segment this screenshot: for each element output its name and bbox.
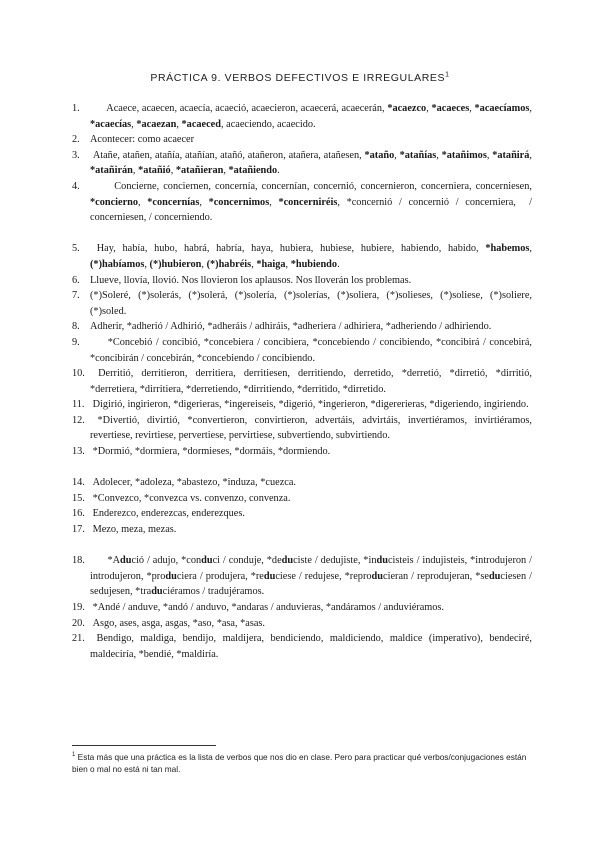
verb-forms: , <box>426 103 432 114</box>
item-number: 7. <box>72 290 80 302</box>
incorrect-form: *concerniréis <box>278 196 338 208</box>
list-item <box>72 397 532 413</box>
incorrect-form: *acaezco <box>387 103 427 114</box>
list-item <box>72 101 535 132</box>
incorrect-form: *acaezan <box>136 118 177 130</box>
verb-forms: , <box>223 165 229 177</box>
verb-forms: , <box>394 149 400 161</box>
list-item <box>72 335 535 366</box>
verb-forms: *Andé / anduve, *andó / anduvo, *andaras / anduvieras, *andáramos / anduviéramos. <box>90 602 444 613</box>
list-item <box>72 148 535 179</box>
verb-forms: *A <box>90 555 121 567</box>
list-item <box>72 491 532 507</box>
verb-forms: . <box>337 258 340 270</box>
list-item <box>72 179 535 226</box>
item-text <box>90 616 532 632</box>
item-number: 5. <box>72 243 80 255</box>
item-text <box>90 491 532 507</box>
verb-forms: Enderezco, enderezcas, enderezques. <box>90 508 245 520</box>
incorrect-form: *atañiendo <box>228 165 278 177</box>
item-number: 15. <box>72 492 85 504</box>
incorrect-form: du <box>201 555 213 567</box>
item-number: 20. <box>72 617 85 629</box>
list-item <box>72 288 535 319</box>
verb-forms: . <box>277 165 280 177</box>
item-text <box>90 319 532 335</box>
verb-forms: *Convezco, *convezca vs. convenzo, convenza. <box>90 492 291 504</box>
incorrect-form: du <box>263 570 276 582</box>
section-gap <box>72 226 532 242</box>
incorrect-form: *haiga <box>256 258 286 270</box>
verb-forms: ciesen / sedujesen, *tra <box>90 570 535 598</box>
verb-forms: , <box>138 196 148 208</box>
list-item <box>72 366 535 397</box>
verb-forms: cisteis / indujisteis, *introdujeron / introdujeron, *pro <box>90 555 535 582</box>
verb-forms: Mezo, meza, mezas. <box>90 524 177 536</box>
incorrect-form: du <box>151 586 163 598</box>
incorrect-form: (*)hubieron <box>149 258 202 270</box>
verb-forms: ci / conduje, *de <box>212 555 282 567</box>
incorrect-form: du <box>165 570 177 582</box>
incorrect-form: *acaecíamos <box>474 103 530 114</box>
section-gap <box>72 460 532 476</box>
verb-forms: ciéramos / tradujéramos. <box>162 586 265 598</box>
incorrect-form: *hubiendo <box>290 258 338 270</box>
verb-forms: Atañe, atañen, atañía, atañían, atañó, atañeron, atañera, atañesen, <box>90 149 365 161</box>
incorrect-form: *acaeces <box>431 103 470 114</box>
item-text <box>90 397 532 413</box>
incorrect-form: *atañieran <box>175 165 224 177</box>
incorrect-form: *habemos <box>485 243 530 255</box>
list-item <box>72 413 535 444</box>
incorrect-form: du <box>281 555 294 567</box>
verb-forms: ciste / dedujiste, *in <box>293 555 377 567</box>
verb-forms: Acaece, acaecen, acaecía, acaeció, acaecieron, acaecerá, acaecerán, <box>90 103 388 114</box>
item-number: 13. <box>72 446 85 458</box>
item-number: 10. <box>72 368 85 380</box>
list-item <box>72 616 532 632</box>
verb-forms: , <box>285 258 291 270</box>
item-text <box>90 273 532 289</box>
verb-forms: Concierne, conciernen, concernía, concernían, concernió, concernieron, concerniera, concerniesen, <box>90 180 535 192</box>
incorrect-form: *concernimos <box>208 196 270 208</box>
page-title: PRÁCTICA 9. VERBOS DEFECTIVOS E IRREGULARES$^1$ <box>150 71 450 84</box>
incorrect-form: *concierno <box>90 196 139 208</box>
verb-forms: , <box>201 258 207 270</box>
item-number: 2. <box>72 134 80 146</box>
verb-forms: , <box>469 103 475 114</box>
verb-forms: Hay, había, hubo, habrá, habría, haya, hubiera, hubiese, hubiere, habiendo, habido, <box>90 243 486 255</box>
item-text <box>90 179 535 226</box>
item-number: 1. <box>72 103 80 114</box>
verb-forms: , <box>170 165 176 177</box>
verb-forms: ciese / redujese, *repro <box>275 570 372 582</box>
incorrect-form: (*)habíamos <box>90 258 145 270</box>
item-number: 14. <box>72 477 85 489</box>
incorrect-form: *ataño <box>364 149 395 161</box>
list-item <box>72 319 532 335</box>
incorrect-form: *atañirá <box>492 149 530 161</box>
item-number: 9. <box>72 336 80 348</box>
item-number: 8. <box>72 321 80 333</box>
verb-forms: ció / adujo, *con <box>131 555 202 567</box>
item-number: 12. <box>72 414 85 426</box>
verb-list <box>72 101 535 662</box>
item-number: 21. <box>72 633 85 645</box>
item-text <box>90 241 535 272</box>
item-text <box>90 475 532 491</box>
list-item <box>72 241 535 272</box>
verb-forms: , acaeciendo, acaecido. <box>220 118 316 130</box>
item-number: 16. <box>72 508 85 520</box>
item-number: 18. <box>72 555 85 567</box>
verb-forms: , <box>436 149 442 161</box>
verb-forms: , <box>269 196 279 208</box>
incorrect-form: du <box>371 570 384 582</box>
verb-forms: *Dormió, *dormiera, *dormieses, *dormáis, *dormiendo. <box>90 446 331 458</box>
verb-forms: Acontecer: como acaecer <box>90 134 195 146</box>
verb-forms: Digirió, ingirieron, *digerieras, *ingereiseis, *digerió, *ingerieron, *digererieras, *digeriendo, ingiriendo. <box>90 399 529 411</box>
verb-forms: Llueve, llovía, llovió. Nos llovieron los aplausos. Nos lloverán los problemas. <box>90 274 412 286</box>
incorrect-form: du <box>376 555 388 567</box>
verb-forms: Asgo, ases, asga, asgas, *aso, *asa, *asas. <box>90 617 266 629</box>
verb-forms: , <box>176 118 182 130</box>
verb-forms: (*)Soleré, (*)solerás, (*)solerá, (*)solería, (*)solerías, (*)soliera, (*)solieses, (*)soliese, (*)soliere, (*)soled. <box>90 290 535 317</box>
incorrect-form: *acaeced <box>181 118 221 130</box>
verb-forms: Adolecer, *adoleza, *abastezo, *induza, *cuezca. <box>90 477 296 489</box>
verb-forms: , <box>486 149 493 161</box>
incorrect-form: *atañías <box>399 149 437 161</box>
footnote-reference[interactable]: 1 <box>445 71 450 79</box>
verb-forms: / concernió / concerniera, / concerniesen, / concerniendo. <box>90 196 535 224</box>
item-text <box>90 288 535 319</box>
item-number: 19. <box>72 602 85 613</box>
list-item <box>72 600 532 616</box>
list-item <box>72 631 535 662</box>
incorrect-form: *atañimos <box>441 149 487 161</box>
item-number: 4. <box>72 180 80 192</box>
verb-forms: Adherir, *adherió / Adhirió, *adheráis / adhiráis, *adheriera / adhiriera, *adheriendo / adhiriendo. <box>90 321 492 333</box>
item-number: 17. <box>72 524 85 536</box>
verb-forms: *concernió <box>346 196 393 208</box>
item-text <box>90 631 535 662</box>
verb-forms: , <box>529 243 535 255</box>
incorrect-form: *atañió <box>138 165 171 177</box>
verb-forms: cieran / reprodujeran, *se <box>383 570 489 582</box>
item-text <box>90 600 532 616</box>
incorrect-form: du <box>488 570 501 582</box>
section-gap <box>72 538 532 554</box>
list-item <box>72 522 532 538</box>
item-number: 3. <box>72 149 80 161</box>
item-text <box>90 148 535 179</box>
list-item <box>72 475 532 491</box>
list-item <box>72 553 535 600</box>
incorrect-form: *concernías <box>147 196 200 208</box>
footnote <box>72 751 532 775</box>
footnote-separator <box>72 745 216 746</box>
item-text <box>90 101 535 132</box>
item-number: 11. <box>72 399 85 411</box>
verb-forms: *Concebió / concibió, *concebiera / concibiera, *concebiendo / concibiendo, *concibirá / concebirá, *concibirán / concebirán, *concebiendo / concibiendo. <box>90 336 535 364</box>
incorrect-form: (*)habréis <box>206 258 252 270</box>
item-text <box>90 506 532 522</box>
verb-forms: , <box>132 165 139 177</box>
incorrect-form: du <box>120 555 132 567</box>
verb-forms: ciera / produjera, *re <box>176 570 264 582</box>
list-item <box>72 444 532 460</box>
item-text <box>90 132 532 148</box>
verb-forms: *Divertió, divirtió, *convertieron, convirtieron, advertáis, advirtáis, invertiéramos, invirtiéramos, revertiese, revirtiese, pervertiese, pervirtiese, subvertiendo, subvirtiendo. <box>90 414 535 442</box>
footnote-text: Esta más que una práctica es la lista de verbos que nos dio en clase. Pero para practicar qué verbos/conjugaciones están bien o mal no está ni tan mal. <box>72 752 527 774</box>
list-item <box>72 506 532 522</box>
verb-forms: , <box>529 103 535 114</box>
incorrect-form: *atañirán <box>90 165 133 177</box>
verb-forms: Bendigo, maldiga, bendijo, maldijera, bendiciendo, maldiciendo, maldice (imperativo), bendeciré, maldeciría, *bendié, *maldiría. <box>90 633 535 660</box>
list-item <box>72 132 532 148</box>
item-number: 6. <box>72 274 80 286</box>
footnote-mark: 1 <box>72 752 76 759</box>
verb-forms: , <box>337 196 347 208</box>
item-text <box>90 413 535 444</box>
item-text <box>90 553 535 600</box>
item-text <box>90 335 535 366</box>
verb-forms: , <box>529 149 535 161</box>
item-text <box>90 366 535 397</box>
item-text <box>90 444 532 460</box>
item-text <box>90 522 532 538</box>
verb-forms: , <box>144 258 150 270</box>
list-item <box>72 273 532 289</box>
incorrect-form: *acaecías <box>90 118 132 130</box>
verb-forms: , <box>131 118 137 130</box>
verb-forms: , <box>251 258 257 270</box>
verb-forms: , <box>199 196 209 208</box>
verb-forms: Derritió, derritieron, derritiera, derritiesen, derritiendo, derretido, *derretió, *dirretió, *dirritió, *derretiera, *dirritiera, *derretiendo, *dirritiendo, *derritido, *dirretido. <box>90 368 535 395</box>
